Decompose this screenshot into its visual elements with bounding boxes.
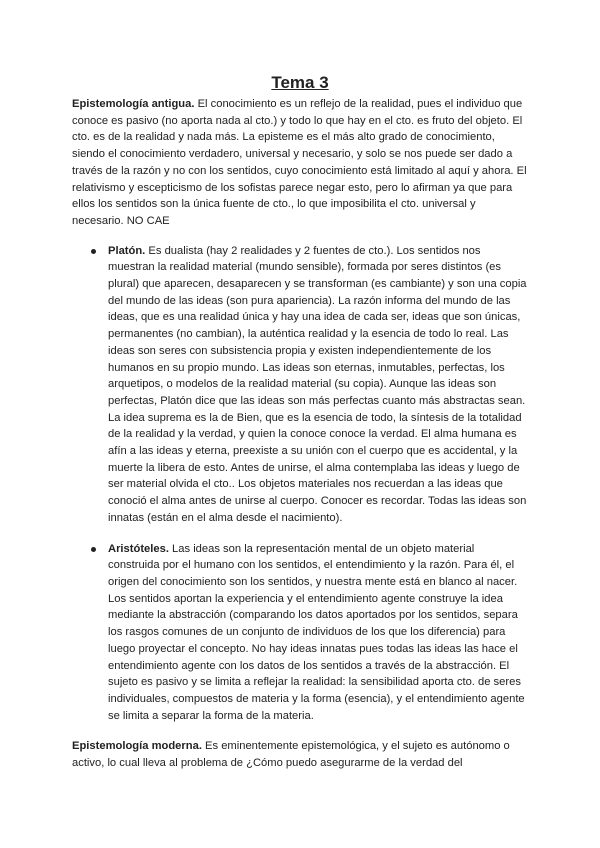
modern-paragraph (72, 738, 528, 771)
modern-term: Epistemología moderna. (72, 740, 202, 753)
list-item (108, 243, 528, 527)
platon-paragraph (108, 243, 528, 527)
aristoteles-text: Las ideas son la representación mental de un objeto material construida por el humano con los sentidos, el entendimiento y la razón. Para él, el origen del conocimiento son los sentidos, y nuestra mente está en blanco al nacer. Los sentidos aportan la experiencia y el entendimiento agente construye la idea mediante la abstracción (comparando los datos aportados por los sentidos, separa los rasgos comunes de un conjunto de individuos de los que los diferencia) para luego proyectar el concepto. No hay ideas innatas pues todas las ideas las hace el entendimiento agente con los datos de los sentidos a través de la abstracción. El sujeto es pasivo y se limita a reflejar la realidad: la sensibilidad aporta cto. de seres individuales, compuestos de materia y la forma (esencia), y el entendimiento agente se limita a separar la forma de la materia. (108, 542, 525, 722)
page-title: Tema 3 (271, 73, 329, 92)
aristoteles-term: Aristóteles. (108, 542, 169, 555)
modern-text: Es eminentemente epistemológica, y el sujeto es autónomo o activo, lo cual lleva al problema de ¿Cómo puedo asegurarme de la verdad del (72, 740, 510, 770)
intro-term: Epistemología antigua. (72, 98, 195, 110)
bullet-icon (91, 547, 96, 552)
intro-paragraph (72, 96, 528, 230)
platon-text: Es dualista (hay 2 realidades y 2 fuentes de cto.). Los sentidos nos muestran la realidad material (mundo sensible), formada por seres distintos (es plural) que aparecen, desaparecen y se transforman (es cambiante) y son una copia del mundo de las ideas (son pura apariencia). La razón informa del mundo de las ideas, que es una realidad única y hay una idea de cada ser, ideas que son únicas, permanentes (no cambian), la auténtica realidad y la esencia de todo lo real. Las ideas son seres con subsistencia propia y existen independientemente de los humanos en su propio mundo. Las ideas son eternas, inmutables, perfectas, los arquetipos, o modelos de la realidad material (su copia). Aunque las ideas son perfectas, Platón dice que las ideas son más perfectas cuanto más abstractas sean. La idea suprema es la de Bien, que es la esencia de todo, la síntesis de la totalidad de la realidad y la verdad, y quien la conoce conoce la verdad. El alma humana es afín a las ideas y eterna, preexiste a su unión con el cuerpo que es accidental, y la muerte la libera de esto. Antes de unirse, el alma contemplaba las ideas y luego de ser material olvida el cto.. Los objetos materiales nos recuerdan a las ideas que conoció el alma antes de unirse al cuerpo. Conocer es recordar. Todas las ideas son innatas (están en el alma desde el nacimiento). (108, 244, 527, 524)
list-item (108, 541, 528, 725)
aristoteles-paragraph (108, 541, 528, 725)
bullet-icon (91, 249, 96, 254)
platon-term: Platón. (108, 244, 146, 257)
bullet-list (72, 243, 528, 725)
intro-text: El conocimiento es un reflejo de la realidad, pues el individuo que conoce es pasivo (no aporta nada al cto.) y todo lo que hay en el cto. es fruto del objeto. El cto. es de la realidad y nada más. La episteme es el más alto grado de conocimiento, siendo el conocimiento verdadero, universal y necesario, y solo se nos puede ser dado a través de la razón y no con los sentidos, cuyo conocimiento está limitado al aquí y ahora. El relativismo y escepticismo de los sofistas parece negar esto, pero lo afirman ya que para ellos los sentidos son la única fuente de cto., lo que imposibilita el cto. universal y necesario. NO CAE (72, 98, 527, 227)
